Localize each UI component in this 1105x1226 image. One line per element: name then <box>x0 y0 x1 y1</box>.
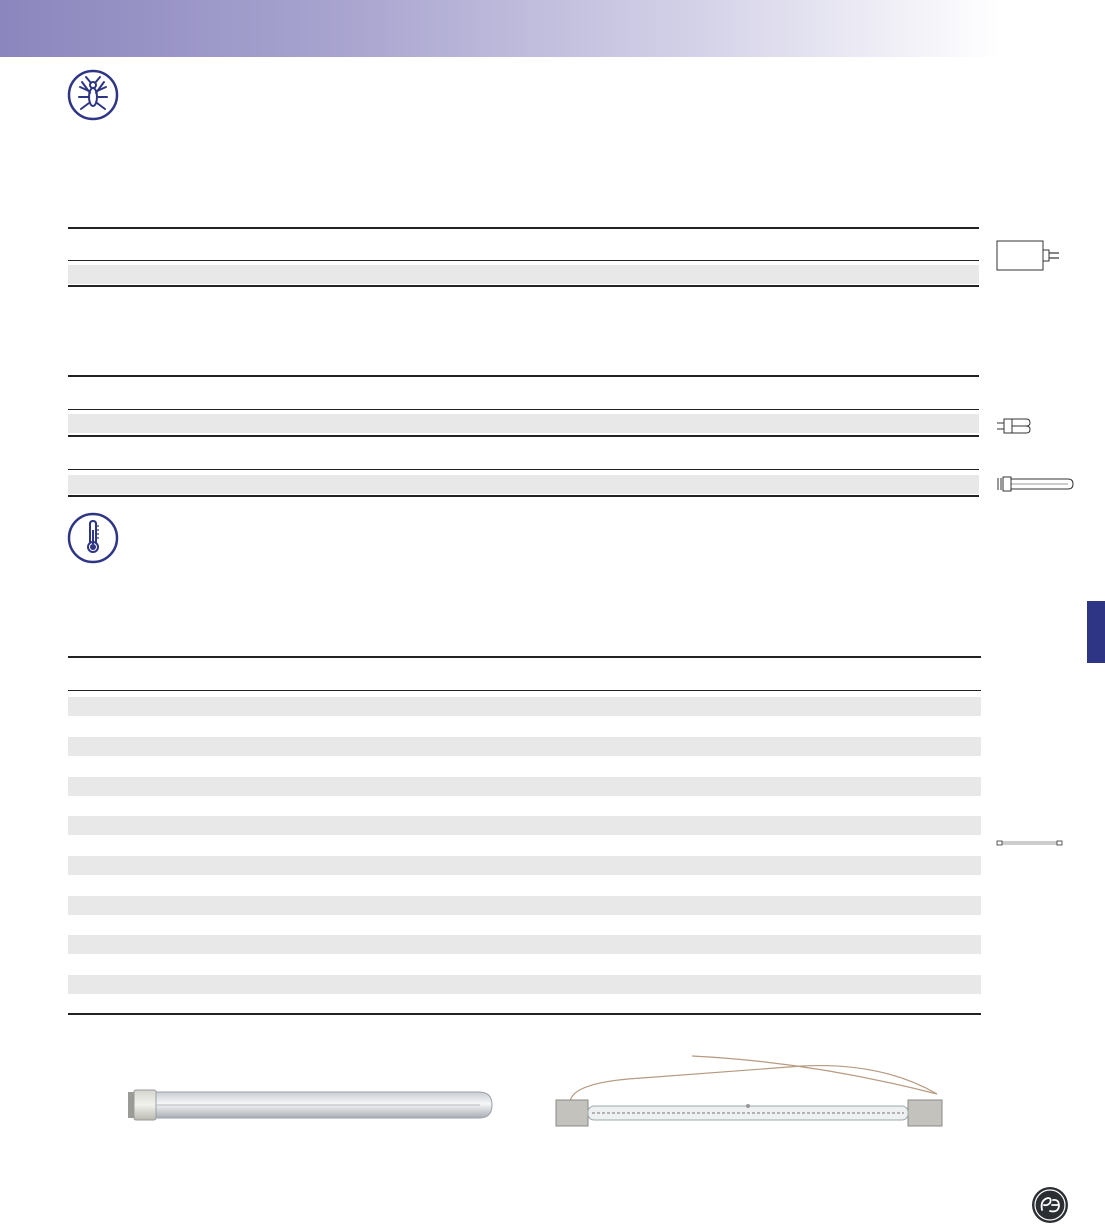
table-rule <box>68 495 979 497</box>
tube-lamp-icon <box>996 240 1062 272</box>
table-rule <box>68 469 979 470</box>
table-row <box>68 475 979 494</box>
table-row <box>68 414 979 433</box>
table-rule <box>68 260 979 261</box>
table-rule <box>68 690 981 691</box>
table-rule <box>68 285 979 287</box>
long-compact-lamp-icon <box>996 474 1076 494</box>
table-row <box>68 777 981 796</box>
halogen-lamp-photo <box>552 1052 948 1130</box>
table-rule <box>68 375 979 377</box>
header-bar <box>0 0 1000 57</box>
table-row <box>68 816 981 835</box>
table-row <box>68 975 981 994</box>
table-rule <box>68 227 979 229</box>
table-row <box>68 935 981 954</box>
thermometer-icon <box>67 512 119 564</box>
table-row <box>68 265 979 284</box>
uv-lamp-photo <box>124 1080 496 1130</box>
insect-icon <box>67 69 119 121</box>
ge-logo <box>1031 1186 1069 1224</box>
table-rule <box>68 656 981 658</box>
table-row <box>68 697 981 716</box>
compact-lamp-icon <box>996 415 1032 437</box>
linear-halogen-icon <box>996 838 1064 848</box>
table-rule <box>68 1013 981 1015</box>
table-row <box>68 856 981 875</box>
table-row <box>68 896 981 915</box>
table-rule <box>68 409 979 410</box>
table-rule <box>68 435 979 437</box>
table-row <box>68 737 981 756</box>
section-side-tab[interactable] <box>1087 601 1105 663</box>
